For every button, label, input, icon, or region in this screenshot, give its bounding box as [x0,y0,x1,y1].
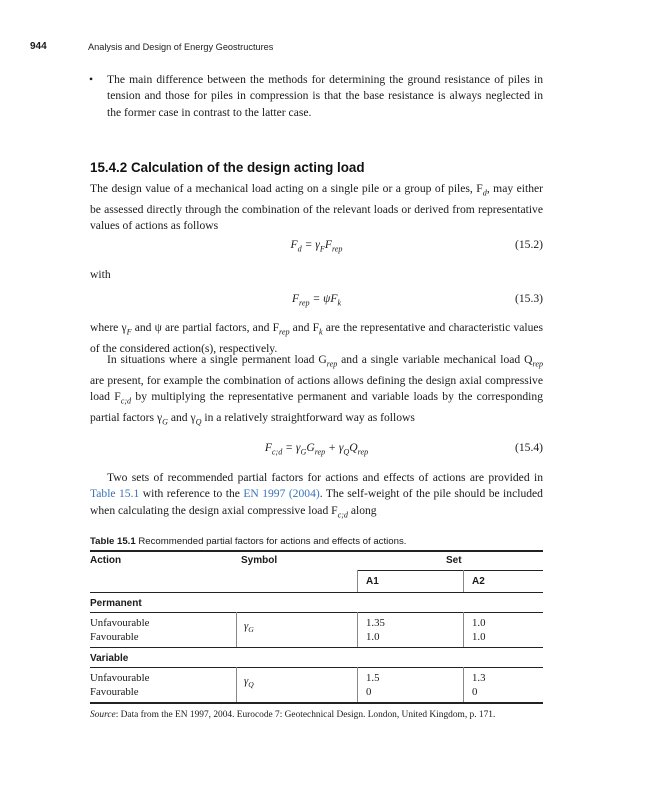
column-divider [357,667,358,702]
equation-15-3 [90,292,543,310]
section-title: 15.4.2 Calculation of the design acting load [90,160,365,175]
equation-15-4-body: $F_{c;d} = \gamma_GG_{rep} + \gamma_QQ_{rep}$ [264,441,369,457]
column-divider [463,612,464,647]
value-a2: 1.3 [472,672,486,684]
column-divider [236,667,237,702]
paragraph-recommended-sets: Two sets of recommended partial factors for actions and effects of actions are provided in Table 15.1 with reference to the EN 1997 (2004). The self-weight of the pile should be included when calculating the design axial compressive load $F_{c;d}$ along [90,471,543,519]
equation-15-4 [90,441,543,459]
paragraph-partial-factors: where $\gamma_F$ and ψ are partial factors, and $F_{rep}$ and $F_k$ are the representative and characteristic values of the considered action(s), respectively. [90,321,544,355]
paragraph-load-combination: In situations where a single permanent load $G_{rep}$ and a single variable mechanical load $Q_{rep}$ are present, for example the combination of actions allows defining the design axial compressive load $F_{c;d}$ by multiplying the representative permanent and variable loads by the corresponding partial factors $\gamma_G$ and $\gamma_Q$ in a relatively straightforward way as follows [90,353,543,426]
value-a2: 0 [472,686,478,698]
equation-15-2 [90,238,543,256]
row-action: Unfavourable [90,672,150,684]
group-bottom-rule [90,647,543,648]
group-rule [90,612,543,613]
group-rule [90,667,543,668]
header-a2: A2 [472,576,485,587]
header-a1: A1 [366,576,379,587]
column-divider [463,667,464,702]
value-a1: 1.0 [366,631,380,643]
column-divider [236,612,237,647]
header-symbol: Symbol [241,555,278,566]
page-number: 944 [30,41,47,52]
group-permanent: Permanent [90,598,142,609]
set-subheader-rule [357,570,543,571]
row-action: Favourable [90,686,139,698]
column-divider [463,570,464,592]
value-a1: 0 [366,686,372,698]
column-divider [357,570,358,592]
column-divider [357,612,358,647]
symbol-gamma-g: $\gamma_G$ [244,620,254,635]
header-action: Action [90,555,122,566]
running-title: Analysis and Design of Energy Geostructures [88,42,274,52]
value-a1: 1.5 [366,672,380,684]
table-source: Source: Data from the EN 1997, 2004. Eurocode 7: Geotechnical Design. London, United Kingdom, p. 171. [90,710,496,720]
bullet-icon: • [89,73,94,86]
equation-label: (15.4) [514,441,543,454]
equation-label: (15.3) [514,292,543,305]
equation-15-3-body: $F_{rep} = \psi F_k$ [291,292,342,308]
with-text: with [90,268,111,281]
value-a2: 1.0 [472,617,486,629]
value-a2: 1.0 [472,631,486,643]
table-15-1-link[interactable]: Table 15.1 [90,487,140,501]
table-top-rule [90,550,543,552]
bullet-text: The main difference between the methods for determining the ground resistance of piles in tension and those for piles in compression is that the base resistance is always neglected in the former case in contrast to the latter case. [107,73,543,119]
bullet-paragraph [90,72,543,121]
equation-15-2-body: $F_d = \gamma_FF_{rep}$ [290,238,343,254]
symbol-gamma-q: $\gamma_Q$ [244,675,254,690]
header-set: Set [446,555,462,566]
paragraph-design-value: The design value of a mechanical load acting on a single pile or a group of piles, $F_d$, may either be assessed directly through the combination of the relevant loads or derived from representative values of actions as follows [90,182,543,232]
group-variable: Variable [90,653,129,664]
header-bottom-rule [90,592,543,593]
equation-label: (15.2) [514,238,543,251]
value-a1: 1.35 [366,617,385,629]
table-bottom-rule [90,702,543,704]
row-action: Favourable [90,631,139,643]
en-1997-link[interactable]: EN 1997 (2004) [243,487,320,501]
row-action: Unfavourable [90,617,150,629]
table-caption: Table 15.1 Recommended partial factors for actions and effects of actions. [90,536,407,547]
